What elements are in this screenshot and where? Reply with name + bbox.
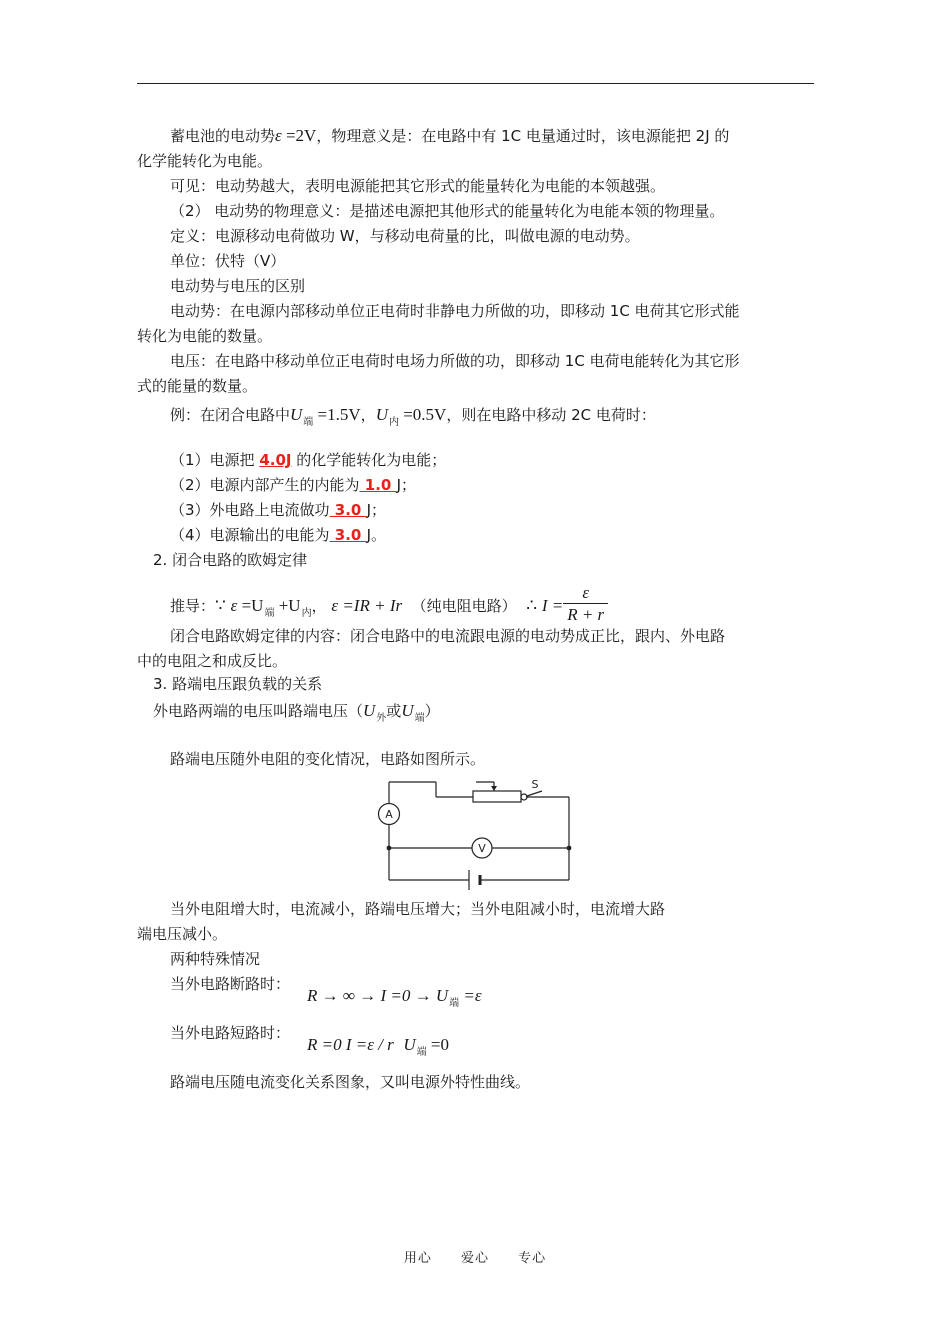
para-definition: 定义：电源移动电荷做功 W，与移动电荷量的比，叫做电源的电动势。 (170, 227, 640, 245)
question-3: （3）外电路上电流做功 3.0 J； (170, 501, 387, 519)
heading-difference: 电动势与电压的区别 (170, 277, 306, 295)
ammeter-label: A (385, 808, 393, 821)
section-3-heading: 3. 路端电压跟负载的关系 (153, 675, 323, 693)
special-cases-heading: 两种特殊情况 (170, 950, 261, 968)
footer-word-1: 用心 (403, 1251, 432, 1266)
footer-word-3: 专心 (518, 1251, 547, 1266)
analysis-2: 端电压减小。 (137, 925, 228, 943)
open-circuit-formula: R → ∞ → $I =0 \to U_端 =\varepsilon$ (307, 986, 482, 1009)
terminal-voltage-line: 外电路两端的电压叫路端电压（$U_外$或$U_端$） (153, 701, 440, 724)
question-2: （2）电源内部产生的内能为 1.0 J； (170, 476, 417, 494)
para-emf-def-1: 电动势：在电源内部移动单位正电荷时非静电力所做的功，即移动 1C 电荷其它形式能 (170, 302, 740, 320)
law-content-1: 闭合电路欧姆定律的内容：闭合电路中的电流跟电源的电动势成正比，跟内、外电路 (170, 627, 726, 645)
circuit-intro: 路端电压随外电阻的变化情况，电路如图所示。 (170, 750, 486, 768)
junction-dot (387, 846, 392, 851)
circuit-diagram (376, 772, 576, 892)
answer-4: 3.0 (329, 526, 367, 544)
analysis-1: 当外电阻增大时，电流减小，路端电压增大；当外电阻减小时，电流增大路 (170, 900, 666, 918)
switch-label: S (531, 778, 539, 791)
example-line: 例：在闭合电路中$U_端 =1.5V$，$U_内 =0.5V$，则在电路中移动 2C 电荷时： (170, 405, 656, 428)
law-content-2: 中的电阻之和成反比。 (137, 652, 288, 670)
short-circuit-label: 当外电路短路时： (170, 1024, 291, 1042)
para-voltage-def-1: 电压：在电路中移动单位正电荷时电场力所做的功，即移动 1C 电荷电能转化为其它形 (170, 352, 740, 370)
para-meaning: （2） 电动势的物理意义：是描述电源把其他形式的能量转化为电能本领的物理量。 (170, 202, 725, 220)
para-visible: 可见：电动势越大，表明电源能把其它形式的能量转化为电能的本领越强。 (170, 177, 666, 195)
question-4: （4）电源输出的电能为 3.0 J。 (170, 526, 387, 544)
junction-dot (567, 846, 572, 851)
para-emf-line1: 蓄电池的电动势ε =2V，物理意义是：在电路中有 1C 电量通过时，该电源能把 2J 的 (170, 126, 730, 145)
answer-1: 4.0J (259, 451, 292, 469)
question-1: （1）电源把 4.0J 的化学能转化为电能； (170, 451, 447, 469)
characteristic-curve-line: 路端电压随电流变化关系图象，又叫电源外特性曲线。 (170, 1073, 531, 1091)
para-emf-line2: 化学能转化为电能。 (137, 152, 273, 170)
para-voltage-def-2: 式的能量的数量。 (137, 377, 258, 395)
derivation-line: 推导：∵ $\varepsilon =U_端 +U_内$， ε =IR + Ir （纯电阻电路） ∴ I = $\frac{\varepsilon}{R + r}$ (170, 585, 608, 628)
para-unit: 单位：伏特（V） (170, 252, 286, 270)
section-2-heading: 2. 闭合电路的欧姆定律 (153, 551, 308, 569)
fraction-eps-over-r: $\frac{\varepsilon}{R + r}$ (563, 583, 608, 626)
footer-word-2: 爱心 (460, 1251, 489, 1266)
open-circuit-label: 当外电路断路时： (170, 975, 291, 993)
header-rule (137, 83, 814, 84)
para-emf-def-2: 转化为电能的数量。 (137, 327, 273, 345)
voltmeter-label: V (478, 842, 486, 855)
short-circuit-formula: R =0 I =ε / r $U_端 =0$ (307, 1035, 449, 1058)
answer-2: 1.0 (359, 476, 397, 494)
answer-3: 3.0 (329, 501, 367, 519)
page-footer (0, 1247, 950, 1266)
rheostat-slider-arrow (491, 786, 497, 791)
